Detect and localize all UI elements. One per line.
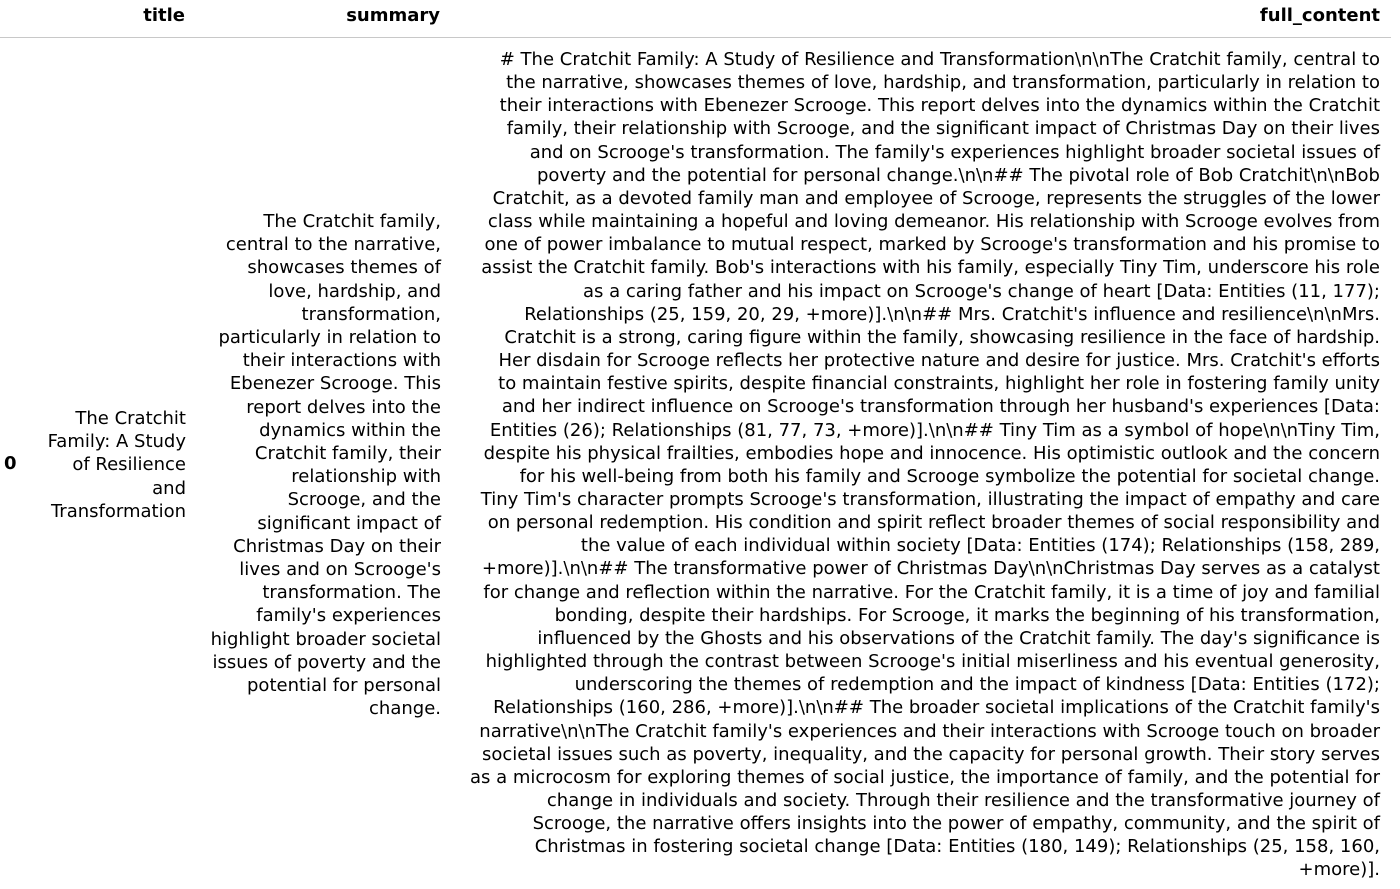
summary-line: relationship with [291,466,441,488]
full-content-line: class while maintaining a hopeful and loving demeanor. His relationship with Scrooge evolves from [487,211,1380,233]
full-content-line: to maintain festive spirits, despite financial constraints, highlight her role in fostering family unity [498,373,1380,395]
title-line: and [152,477,186,499]
full-content-line: narrative\n\nThe Cratchit family's experiences and their interactions with Scrooge touch on broader [479,720,1380,742]
full-content-line: Entities (26); Relationships (81, 77, 73, +more)].\n\n## Tiny Tim as a symbol of hope\n\nTiny Tim, [489,419,1380,441]
full-content-line: Tiny Tim's character prompts Scrooge's transformation, illustrating the impact of empathy and care [480,488,1380,510]
title-line: of Resilience [72,454,186,476]
summary-line: dynamics within the [259,419,441,441]
summary-line: Cratchit family, their [254,443,441,465]
full-content-line: poverty and the potential for personal change.\n\n## The pivotal role of Bob Cratchit\n\nBob [536,164,1380,186]
full-content-line: Her disdain for Scrooge reflects her protective nature and desire for justice. Mrs. Cratchit's efforts [498,350,1380,372]
full-content-line: Christmas in fostering societal change [Data: Entities (180, 149); Relationships (25, 158, 160, [534,836,1380,858]
summary-line: transformation. The [262,582,441,604]
full-content-line: and her indirect influence on Scrooge's transformation through her husband's experiences [Data: [501,396,1380,418]
summary-line: central to the narrative, [225,234,441,256]
full-content-line: assist the Cratchit family. Bob's interactions with his family, especially Tiny Tim, underscore his role [481,257,1380,279]
full-content-line: bonding, despite their hardships. For Scrooge, it marks the beginning of his transformation, [554,604,1380,626]
full-content-line: # The Cratchit Family: A Study of Resilience and Transformation\n\nThe Cratchit family, central to [499,49,1380,70]
full-content-line: for his well-being from both his family and Scrooge symbolize the potential for societal change. [519,465,1380,487]
full-content-line: and on Scrooge's transformation. The family's experiences highlight broader societal issues of [529,141,1380,163]
summary-line: lives and on Scrooge's [239,559,441,581]
summary-line: family's experiences [256,605,441,627]
summary-line: Christmas Day on their [233,535,441,557]
full-content-line: on personal redemption. His condition and spirit reflect broader themes of social responsibility and [487,512,1380,534]
full-content-line: Relationships (160, 286, +more)].\n\n## The broader societal implications of the Cratchit family's [493,697,1380,719]
full-content-line: Scrooge, the narrative offers insights into the power of empathy, community, and the spirit of [532,813,1380,835]
full-content-line: as a caring father and his impact on Scrooge's change of heart [Data: Entities (11, 177); [582,280,1380,302]
table-header-row [0,0,1391,38]
summary-cell [200,210,441,720]
row-index: 0 [4,453,17,474]
full-content-line: despite his physical frailties, embodies hope and innocence. His optimistic outlook and the concern [483,442,1380,464]
full-content-line: influenced by the Ghosts and his observations of the Cratchit family. The day's significance is [537,627,1380,649]
title-cell [28,407,186,523]
summary-line: love, hardship, and [268,280,441,302]
full-content-line: the narrative, showcases themes of love, hardship, and transformation, particularly in relation to [506,72,1380,94]
title-line: The Cratchit [75,408,186,429]
summary-line: significant impact of [257,512,441,534]
summary-line: Scrooge, and the [287,489,441,511]
full-content-line: Cratchit is a strong, caring figure within the family, showcasing resilience in the face of hardship. [504,326,1380,348]
summary-line: highlight broader societal [210,628,441,650]
full-content-line: underscoring the themes of redemption and the impact of kindness [Data: Entities (172); [574,674,1380,696]
full-content-line: the value of each individual within society [Data: Entities (174); Relationships (158, 289, [580,535,1380,557]
column-header-title: title [143,5,185,26]
column-header-summary: summary [346,5,440,26]
full-content-line: change in individuals and society. Through their resilience and the transformative journey of [546,790,1380,811]
full-content-line: their interactions with Ebenezer Scrooge. This report delves into the dynamics within the Cratchit [499,95,1380,117]
summary-line: issues of poverty and the [212,651,441,673]
summary-line: The Cratchit family, [263,211,441,232]
title-line: Transformation [50,500,186,522]
full-content-line: highlighted through the contrast between Scrooge's initial miserliness and his eventual generosity, [485,651,1380,673]
summary-line: report delves into the [246,396,441,418]
full-content-cell [456,48,1380,882]
full-content-line: as a microcosm for exploring themes of social justice, the importance of family, and the potential for [469,766,1380,788]
full-content-line: Cratchit, as a devoted family man and employee of Scrooge, represents the struggles of the lower [492,187,1380,209]
full-content-line: one of power imbalance to mutual respect, marked by Scrooge's transformation and his promise to [484,234,1380,256]
summary-line: Ebenezer Scrooge. This [229,373,441,395]
column-header-full-content: full_content [1259,5,1380,26]
summary-line: their interactions with [242,350,441,372]
full-content-line: +more)].\n\n## The transformative power of Christmas Day\n\nChristmas Day serves as a catalyst [481,558,1380,580]
title-line: Family: A Study [47,431,186,453]
full-content-line: Relationships (25, 159, 20, 29, +more)].\n\n## Mrs. Cratchit's influence and resilience\n\nMrs. [524,303,1380,325]
summary-line: potential for personal [247,675,441,697]
full-content-line: +more)]. [1298,859,1380,881]
summary-line: showcases themes of [247,257,441,279]
summary-line: change. [369,698,441,720]
full-content-line: for change and reflection within the narrative. For the Cratchit family, it is a time of joy and familial [483,581,1380,603]
summary-line: transformation, [301,303,441,325]
full-content-line: societal issues such as poverty, inequality, and the capacity for personal growth. Their story serves [481,743,1380,765]
full-content-line: family, their relationship with Scrooge, and the significant impact of Christmas Day on their lives [506,118,1380,140]
summary-line: particularly in relation to [218,327,441,349]
